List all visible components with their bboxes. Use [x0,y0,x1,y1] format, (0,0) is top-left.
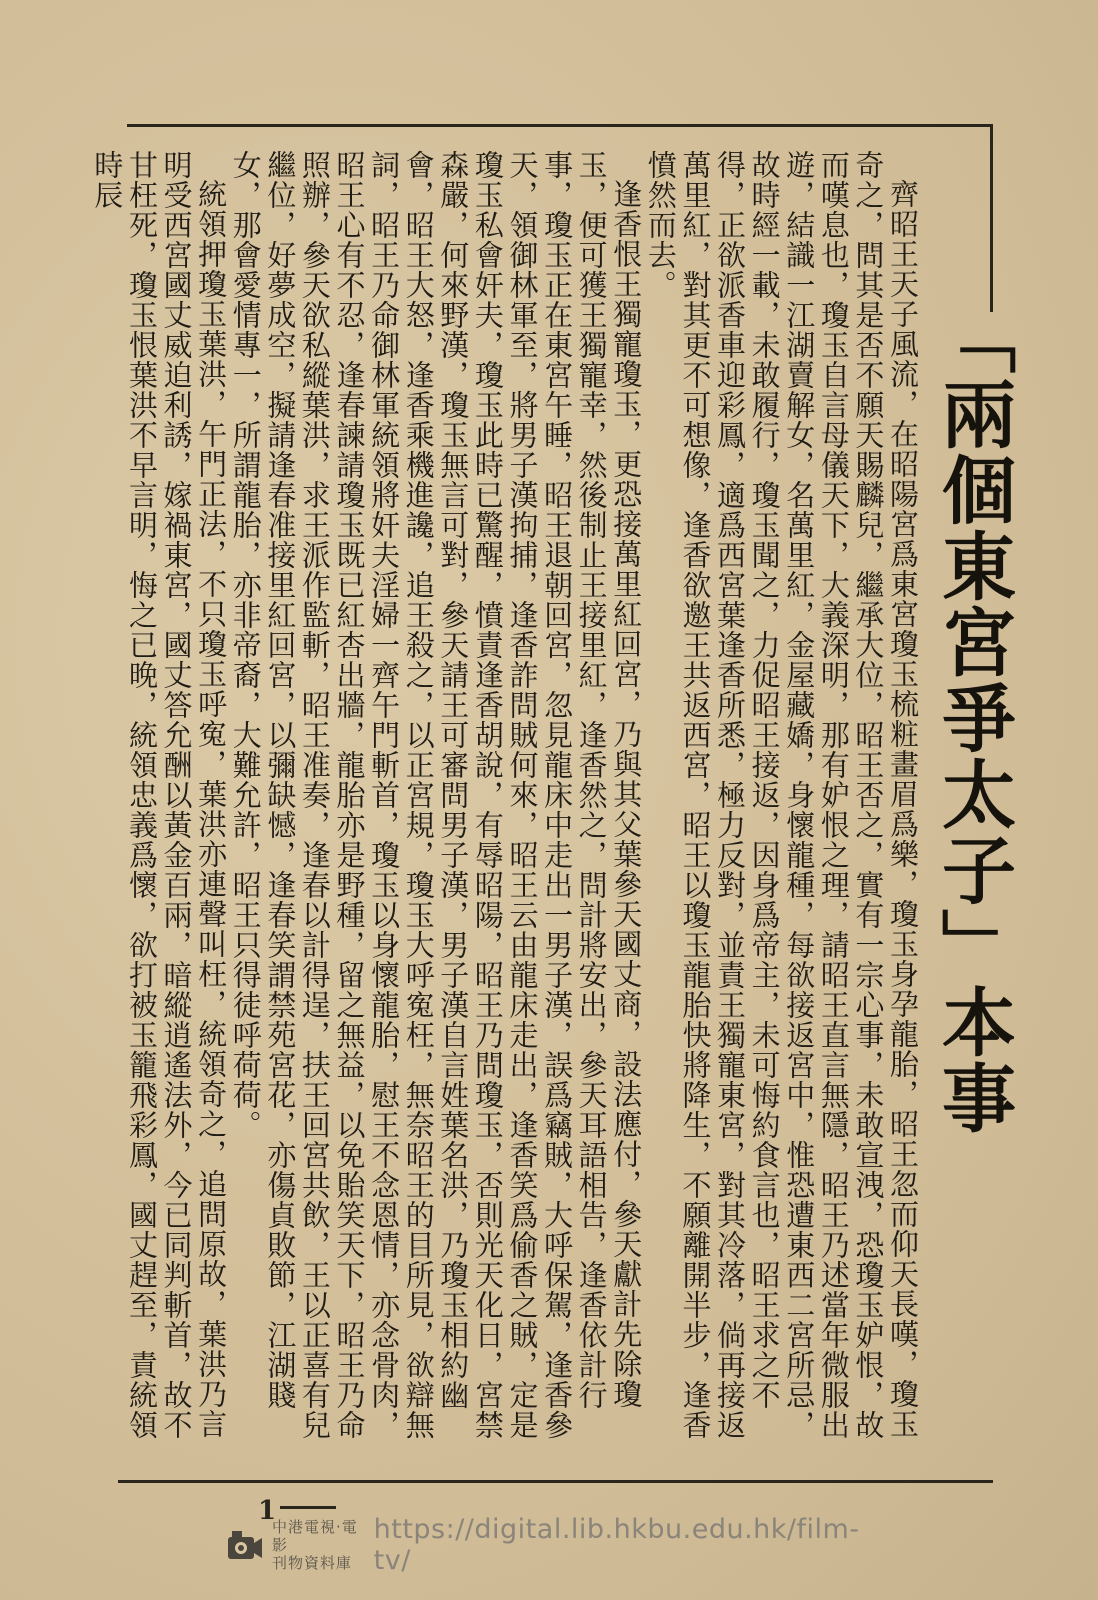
paragraph: 齊昭王天子風流，在昭陽宮爲東宮瓊玉梳粧畫眉爲樂，瓊玉身孕龍胎，昭王忽而仰天長嘆，瓊玉奇之，問其是否不願天賜麟兒，繼承大位，昭王否之，實有一宗心事，未敢宣洩，恐瓊玉妒恨，故而嘆息也，瓊玉自言母儀天下，大義深明，那有妒恨之理，請昭王直言無隱，昭王乃述當年微服出遊，結識一江湖賣解女，名萬里紅，金屋藏嬌，身懷龍種，每欲接返宮中，惟恐遭東西二宮所忌，故時經一載，未敢履行，瓊玉聞之，力促昭王接返，因身爲帝主，未可悔約食言也，昭王求之不得，正欲派香車迎彩鳳，適爲西宮葉逢香所悉，極力反對，並責王獨寵東宮，對其冷落，倘再接返萬里紅，對其更不可想像，逢香欲邀王共返西宮，昭王以瓊玉龍胎快將降生，不願離開半步，逢香憤然而去。 [643,150,920,1440]
article-title: 「兩個東宮爭太子」本事 [930,300,1016,1136]
watermark-org-line: 中港電視·電影 [272,1518,358,1554]
watermark-org-line: 刊物資料庫 [272,1554,353,1572]
library-logo-icon [222,1523,266,1567]
watermark-url[interactable]: https://digital.lib.hkbu.edu.hk/film-tv/ [373,1514,860,1576]
paragraph: 逢香恨王獨寵瓊玉，更恐接萬里紅回宮，乃與其父葉參天國丈商，設法應付，參天獻計先除瓊玉，便可獲王獨寵幸，然後制止王接里紅，逢香然之，問計將安出，參天耳語相告，逢香依計行事，瓊玉正在東宮午睡，昭王退朝回宮，忽見龍床中走出一男子漢，誤爲竊賊，大呼保駕，逢香參天，領御林軍至，將男子漢拘捕，逢香詐問賊何來，昭王云由龍床走出，逢香笑爲偷香之賊，定是瓊玉私會奸夫，瓊玉此時已驚醒，憤責逢香胡說，有辱昭陽，昭王乃問瓊玉，否則光天化日，宮禁森嚴，何來野漢，瓊玉無言可對，參天請王可審問男子漢，男子漢自言姓葉名洪，乃瓊玉相約幽會，昭王大怒，逢香乘機進讒，追王殺之，以正宮規，瓊玉大呼寃枉，無奈昭王的目所見，欲辯無詞，昭王乃命御林軍統領將奸夫淫婦一齊午門斬首，瓊玉以身懷龍胎，慰王不念恩情，亦念骨肉，昭王心有不忍，逢春諫請瓊玉既已紅杏出牆，龍胎亦是野種，留之無益，以免貽笑天下，昭王乃命照辦，參天欲私縱葉洪，求王派作監斬，昭王准奏，逢春以計得逞，扶王回宮共飲，王以正喜有兒繼位，好夢成空，擬請逢春准接里紅回宮，以彌缺憾，逢春笑謂禁苑宮花，亦傷貞敗節，江湖賤女，那會愛情專一，所謂龍胎，亦非帝裔，大難允許，昭王只得徒呼荷荷。 [228,150,644,1440]
footer-rule [280,1506,336,1509]
top-rule [127,124,993,127]
watermark [222,1514,862,1576]
article-body [90,150,920,1455]
bottom-rule [118,1480,993,1483]
right-rule [990,124,993,312]
watermark-org [272,1518,362,1572]
paragraph: 統領押瓊玉葉洪，午門正法，不只瓊玉呼寃，葉洪亦連聲叫枉，統領奇之，追問原故，葉洪乃言明受西宮國丈威迫利誘，嫁禍東宮，國丈答允酬以黃金百兩，暗縱逍遙法外，今已同判斬首，故不甘枉死，瓊玉恨葉洪不早言明，悔之已晚，統領忠義爲懷，欲打被玉籠飛彩鳳，國丈趕至，責統領時辰 [90,150,229,1440]
page-number: 1 [258,1496,277,1526]
